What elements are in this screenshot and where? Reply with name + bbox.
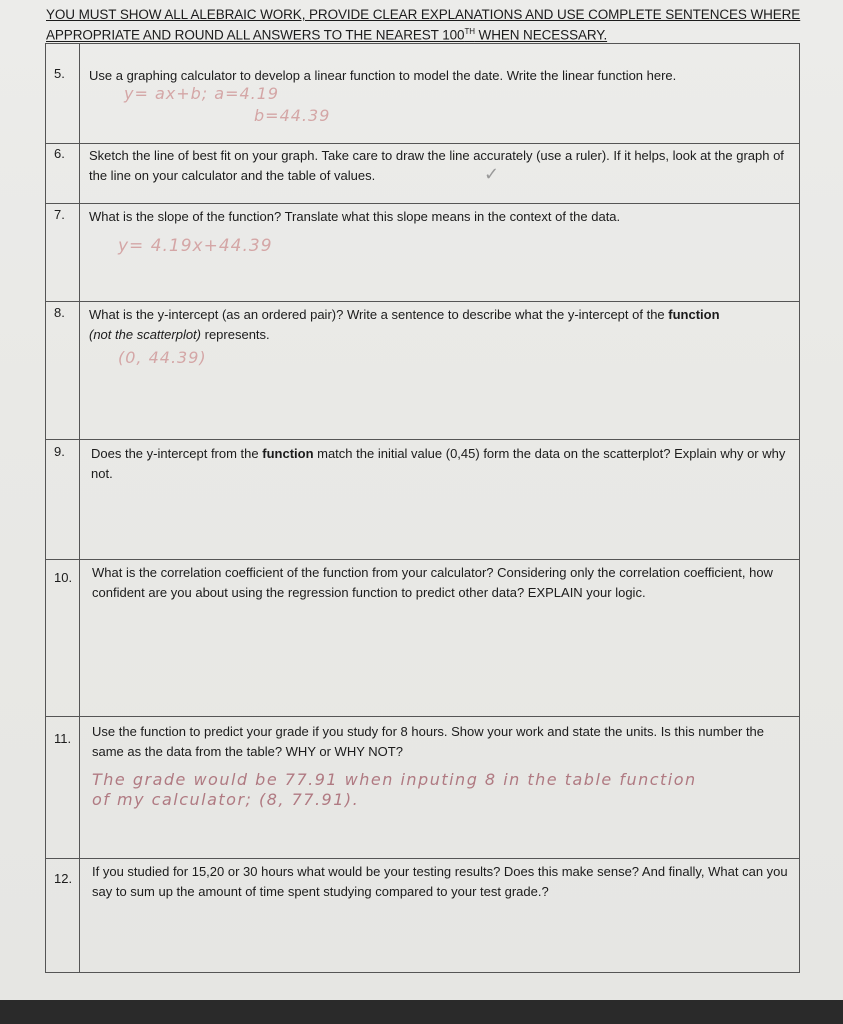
question-text: What is the slope of the function? Translate what this slope means in the context of the data. [89,209,621,224]
question-text-part: What is the y-intercept (as an ordered pair)? Write a sentence to describe what the y-intercept of the [89,307,669,322]
question-text-part: match the initial value (0,45) form the data on the scatterplot? Explain why or why not. [91,446,786,481]
question-text: Use a graphing calculator to develop a linear function to model the date. Write the linear function here. [89,68,677,83]
question-number: 5. [54,66,65,81]
questions-table [45,43,800,973]
column-divider [79,440,80,559]
question-row-5 [46,44,799,144]
question-number: 7. [54,207,65,222]
column-divider [79,204,80,301]
question-number: 11. [54,731,72,746]
instructions-header [46,6,806,44]
question-row-8 [46,302,799,440]
column-divider [79,560,80,716]
question-number: 9. [54,444,65,459]
question-text [89,305,789,345]
check-icon: ✓ [484,164,500,184]
handwritten-answer: y= 4.19x+44.39 [118,236,273,256]
handwritten-answer: y= ax+b; a=4.19 [124,84,280,103]
instructions-superscript: TH [464,27,475,36]
question-number: 6. [54,146,65,161]
question-row-7 [46,204,799,302]
question-text-italic: (not the scatterplot) [89,327,201,342]
handwritten-answer: (0, 44.39) [118,348,207,367]
column-divider [79,859,80,972]
question-text-part: Does the y-intercept from the [91,446,263,461]
question-number: 8. [54,305,65,320]
question-text: Sketch the line of best fit on your graph. Take care to draw the line accurately (use a ruler). If it helps, look at the graph of the line on your calculator and the table of values. [89,148,784,183]
question-text [91,444,791,484]
column-divider [79,144,80,203]
handwritten-answer: The grade would be 77.91 when inputing 8 in the table function [92,770,697,789]
question-row-11 [46,717,799,859]
background-edge [0,1000,843,1024]
instructions-line-2-end: WHEN NECESSARY. [474,27,608,43]
question-text-part: represents. [201,327,270,342]
column-divider [79,302,80,439]
handwritten-answer: of my calculator; (8, 77.91). [92,790,360,809]
question-text: What is the correlation coefficient of the function from your calculator? Considering only the correlation coefficient, how confident are you about using the regression function to predict other data? EXPLAIN your logic. [92,565,773,600]
question-text: If you studied for 15,20 or 30 hours what would be your testing results? Does this make sense? And finally, What can you say to sum up the amount of time spent studying compared to your test grade.? [92,864,788,899]
column-divider [79,717,80,858]
question-text-bold: function [262,446,314,461]
instructions-line-1: YOU MUST SHOW ALL ALEBRAIC WORK, PROVIDE CLEAR EXPLANATIONS AND USE COMPLETE SENTENCES WHERE [46,7,801,22]
instructions-line-2 [46,23,806,44]
column-divider [79,44,80,143]
question-text: Use the function to predict your grade if you study for 8 hours. Show your work and state the units. Is this number the same as the data from the table? WHY or WHY NOT? [92,724,765,759]
question-number: 12. [54,871,73,886]
question-number: 10. [54,570,73,585]
question-row-12 [46,859,799,972]
question-row-10 [46,560,799,717]
question-text-bold: function [668,307,720,322]
instructions-line-2-text: APPROPRIATE AND ROUND ALL ANSWERS TO THE NEAREST 100 [46,27,465,43]
question-row-6 [46,144,799,204]
handwritten-answer: b=44.39 [254,106,331,125]
question-row-9 [46,440,799,560]
